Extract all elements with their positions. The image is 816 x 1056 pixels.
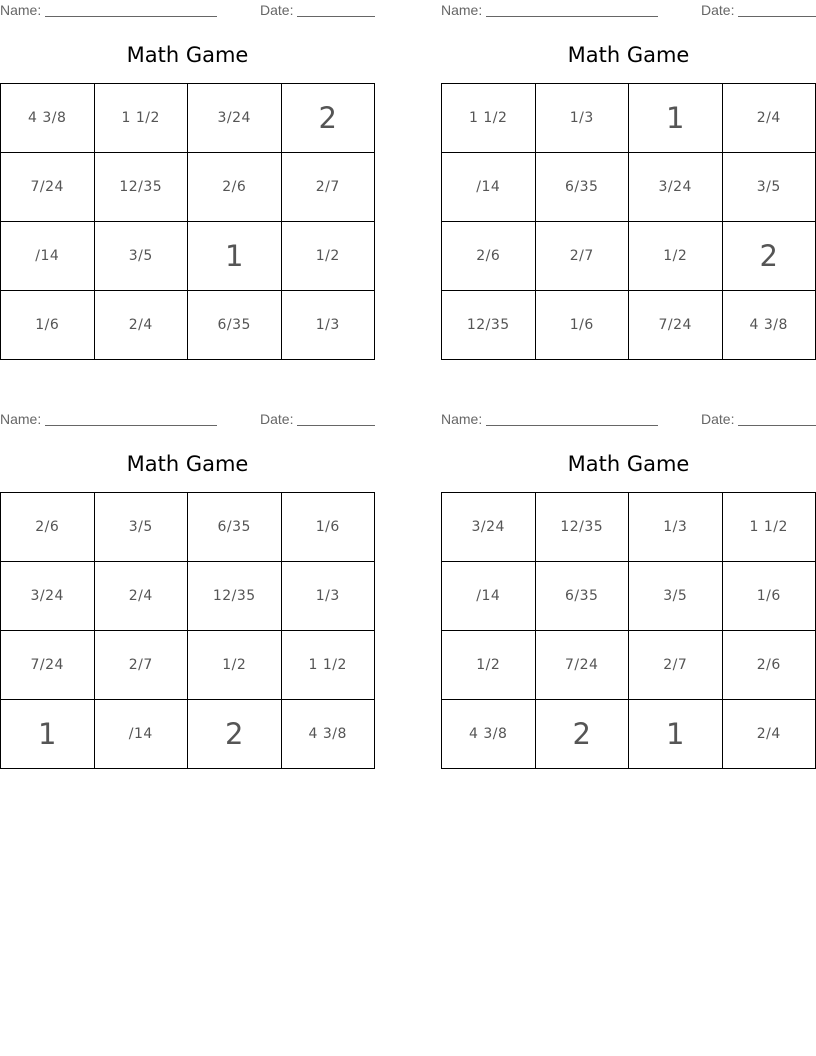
grid-cell: 6/35 (535, 562, 629, 631)
grid-row (1, 631, 375, 700)
grid-row (1, 153, 375, 222)
grid-cell: 1/3 (281, 291, 375, 360)
grid-cell: 7/24 (1, 153, 95, 222)
date-label: Date: (701, 411, 735, 427)
date-field[interactable] (297, 411, 375, 426)
grid-cell: 1/3 (535, 84, 629, 153)
grid-cell: 1 (629, 700, 723, 769)
grid-cell: 4 3/8 (442, 700, 536, 769)
card-header (441, 2, 816, 20)
card-title: Math Game (126, 452, 249, 476)
name-label: Name: (441, 2, 483, 18)
grid-cell: 12/35 (188, 562, 282, 631)
card-header (0, 411, 375, 429)
grid-cell: 1/6 (535, 291, 629, 360)
grid-cell: 2 (535, 700, 629, 769)
grid-cell: 1/3 (281, 562, 375, 631)
grid-cell: 2/7 (94, 631, 188, 700)
grid-cell: /14 (442, 562, 536, 631)
grid-cell: 1 1/2 (722, 493, 816, 562)
grid-cell: 2/6 (1, 493, 95, 562)
grid-cell: 2 (188, 700, 282, 769)
grid-cell: 12/35 (535, 493, 629, 562)
bingo-grid (0, 492, 375, 769)
grid-cell: 1/6 (281, 493, 375, 562)
grid-cell: 4 3/8 (281, 700, 375, 769)
grid-row (442, 291, 816, 360)
grid-cell: 6/35 (188, 291, 282, 360)
date-label: Date: (260, 2, 294, 18)
name-field[interactable] (45, 2, 217, 17)
bingo-grid (441, 83, 816, 360)
grid-cell: 4 3/8 (1, 84, 95, 153)
grid-cell: 3/5 (94, 222, 188, 291)
grid-row (442, 84, 816, 153)
grid-cell: 1 1/2 (94, 84, 188, 153)
grid-row (442, 222, 816, 291)
grid-row (1, 493, 375, 562)
bingo-grid (0, 83, 375, 360)
grid-cell: 2/4 (94, 562, 188, 631)
grid-row (1, 222, 375, 291)
grid-cell: 12/35 (442, 291, 536, 360)
date-field[interactable] (297, 2, 375, 17)
grid-cell: 3/5 (94, 493, 188, 562)
grid-row (1, 562, 375, 631)
card-header (0, 2, 375, 20)
grid-cell: 2/6 (188, 153, 282, 222)
bingo-card (441, 409, 816, 789)
grid-row (442, 562, 816, 631)
name-field[interactable] (486, 411, 658, 426)
grid-cell: 2/7 (535, 222, 629, 291)
grid-cell: 1/2 (442, 631, 536, 700)
grid-cell: 1/2 (629, 222, 723, 291)
name-field[interactable] (45, 411, 217, 426)
name-label: Name: (0, 2, 42, 18)
grid-cell: 6/35 (188, 493, 282, 562)
grid-cell: 2/7 (629, 631, 723, 700)
card-title: Math Game (126, 43, 249, 67)
grid-row (1, 84, 375, 153)
grid-cell: 2/4 (722, 84, 816, 153)
grid-cell: 7/24 (535, 631, 629, 700)
grid-cell: 1 1/2 (281, 631, 375, 700)
grid-cell: 7/24 (1, 631, 95, 700)
grid-cell: 1 (188, 222, 282, 291)
grid-cell: 3/5 (629, 562, 723, 631)
grid-cell: 1 1/2 (442, 84, 536, 153)
grid-cell: 3/24 (188, 84, 282, 153)
grid-cell: 12/35 (94, 153, 188, 222)
name-field[interactable] (486, 2, 658, 17)
date-label: Date: (260, 411, 294, 427)
grid-cell: /14 (1, 222, 95, 291)
grid-cell: 1/6 (722, 562, 816, 631)
card-title: Math Game (567, 43, 690, 67)
grid-cell: 1/2 (188, 631, 282, 700)
grid-cell: 4 3/8 (722, 291, 816, 360)
date-field[interactable] (738, 411, 816, 426)
grid-cell: 2/6 (722, 631, 816, 700)
grid-cell: 3/24 (442, 493, 536, 562)
grid-cell: 2 (722, 222, 816, 291)
grid-row (442, 493, 816, 562)
grid-cell: 7/24 (629, 291, 723, 360)
grid-cell: 3/5 (722, 153, 816, 222)
grid-cell: 2 (281, 84, 375, 153)
grid-cell: 1/6 (1, 291, 95, 360)
grid-cell: 2/4 (722, 700, 816, 769)
grid-row (1, 700, 375, 769)
grid-row (442, 631, 816, 700)
grid-cell: 1 (1, 700, 95, 769)
date-field[interactable] (738, 2, 816, 17)
grid-cell: 3/24 (1, 562, 95, 631)
grid-cell: 3/24 (629, 153, 723, 222)
bingo-grid (441, 492, 816, 769)
grid-row (1, 291, 375, 360)
grid-row (442, 153, 816, 222)
grid-cell: /14 (94, 700, 188, 769)
grid-cell: 6/35 (535, 153, 629, 222)
date-label: Date: (701, 2, 735, 18)
card-title: Math Game (567, 452, 690, 476)
grid-cell: 1 (629, 84, 723, 153)
grid-cell: /14 (442, 153, 536, 222)
grid-cell: 1/3 (629, 493, 723, 562)
bingo-card (0, 0, 375, 380)
grid-cell: 2/6 (442, 222, 536, 291)
card-header (441, 411, 816, 429)
name-label: Name: (0, 411, 42, 427)
name-label: Name: (441, 411, 483, 427)
grid-row (442, 700, 816, 769)
grid-cell: 2/7 (281, 153, 375, 222)
bingo-card (0, 409, 375, 789)
grid-cell: 1/2 (281, 222, 375, 291)
bingo-card (441, 0, 816, 380)
grid-cell: 2/4 (94, 291, 188, 360)
